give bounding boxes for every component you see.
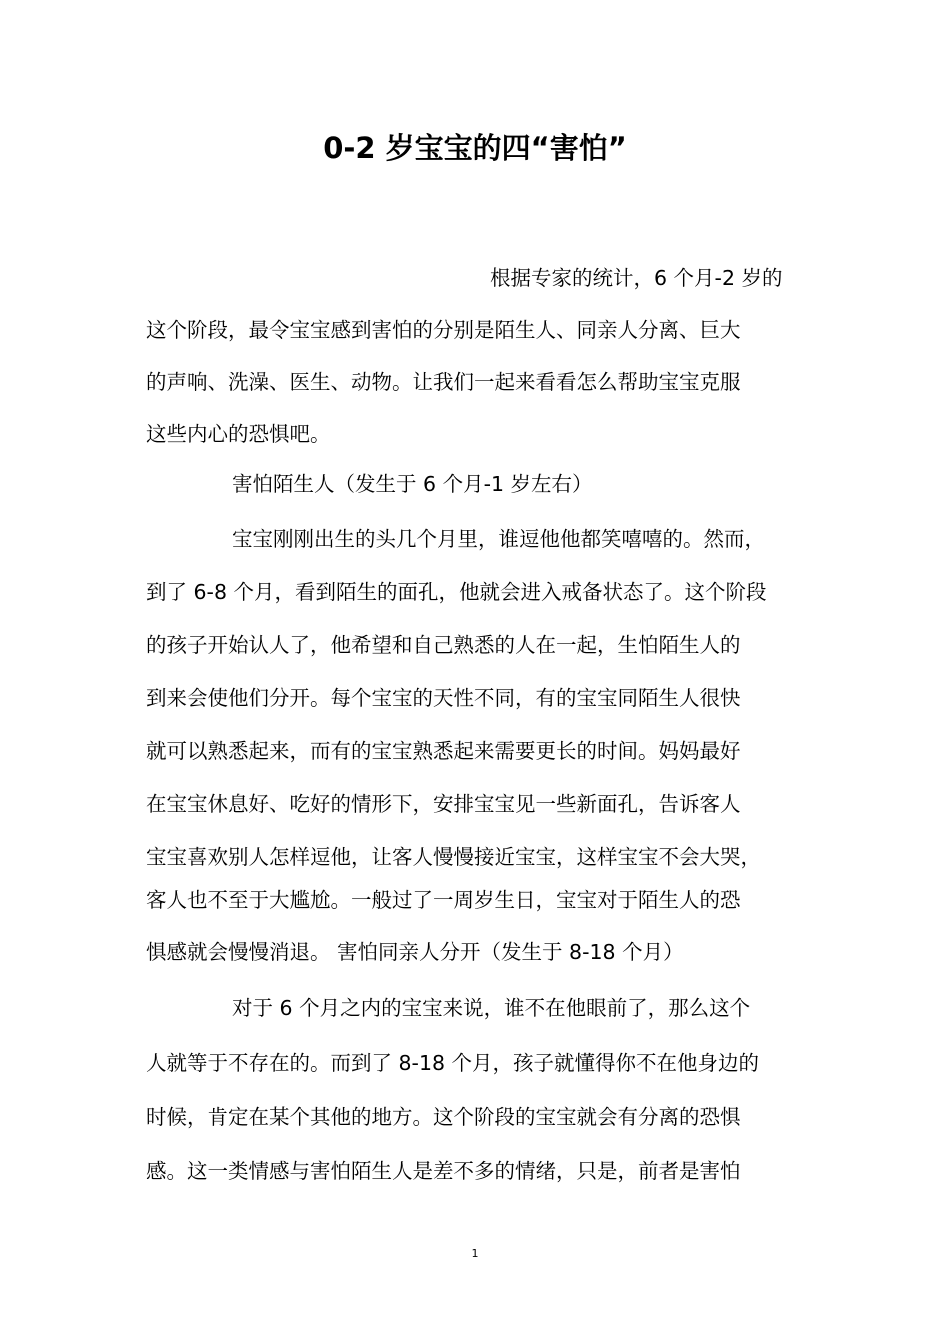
text-line: 对于 6 个月之内的宝宝来说，谁不在他眼前了，那么这个 xyxy=(232,996,751,1020)
text-line: 人就等于不存在的。而到了 8-18 个月，孩子就懂得你不在他身边的 xyxy=(146,1051,760,1075)
text-line: 到来会使他们分开。每个宝宝的天性不同，有的宝宝同陌生人很快 xyxy=(146,686,741,710)
page-number: 1 xyxy=(471,1247,479,1260)
text-line: 的声响、洗澡、医生、动物。让我们一起来看看怎么帮助宝宝克服 xyxy=(146,370,741,394)
page-title: 0-2 岁宝宝的四“害怕” xyxy=(323,131,627,165)
text-line: 感。这一类情感与害怕陌生人是差不多的情绪，只是，前者是害怕 xyxy=(146,1159,741,1183)
text-line: 时候，肯定在某个其他的地方。这个阶段的宝宝就会有分离的恐惧 xyxy=(146,1105,741,1129)
text-line: 在宝宝休息好、吃好的情形下，安排宝宝见一些新面孔，告诉客人 xyxy=(146,792,741,816)
text-line: 这个阶段，最令宝宝感到害怕的分别是陌生人、同亲人分离、巨大 xyxy=(146,318,741,342)
text-line: 根据专家的统计，6 个月-2 岁的 xyxy=(490,266,783,290)
text-line: 的孩子开始认人了，他希望和自己熟悉的人在一起，生怕陌生人的 xyxy=(146,633,741,657)
section-heading: 害怕陌生人（发生于 6 个月-1 岁左右） xyxy=(232,472,593,496)
text-line: 宝宝刚刚出生的头几个月里，谁逗他他都笑嘻嘻的。然而， xyxy=(232,527,765,551)
text-line: 就可以熟悉起来，而有的宝宝熟悉起来需要更长的时间。妈妈最好 xyxy=(146,739,741,763)
text-line: 惧感就会慢慢消退。 害怕同亲人分开（发生于 8-18 个月） xyxy=(146,940,684,964)
text-line: 宝宝喜欢别人怎样逗他，让客人慢慢接近宝宝，这样宝宝不会大哭， xyxy=(146,845,761,869)
text-line: 这些内心的恐惧吧。 xyxy=(146,422,331,446)
text-line: 到了 6-8 个月，看到陌生的面孔，他就会进入戒备状态了。这个阶段 xyxy=(146,580,767,604)
text-line: 客人也不至于大尴尬。一般过了一周岁生日，宝宝对于陌生人的恐 xyxy=(146,888,741,912)
